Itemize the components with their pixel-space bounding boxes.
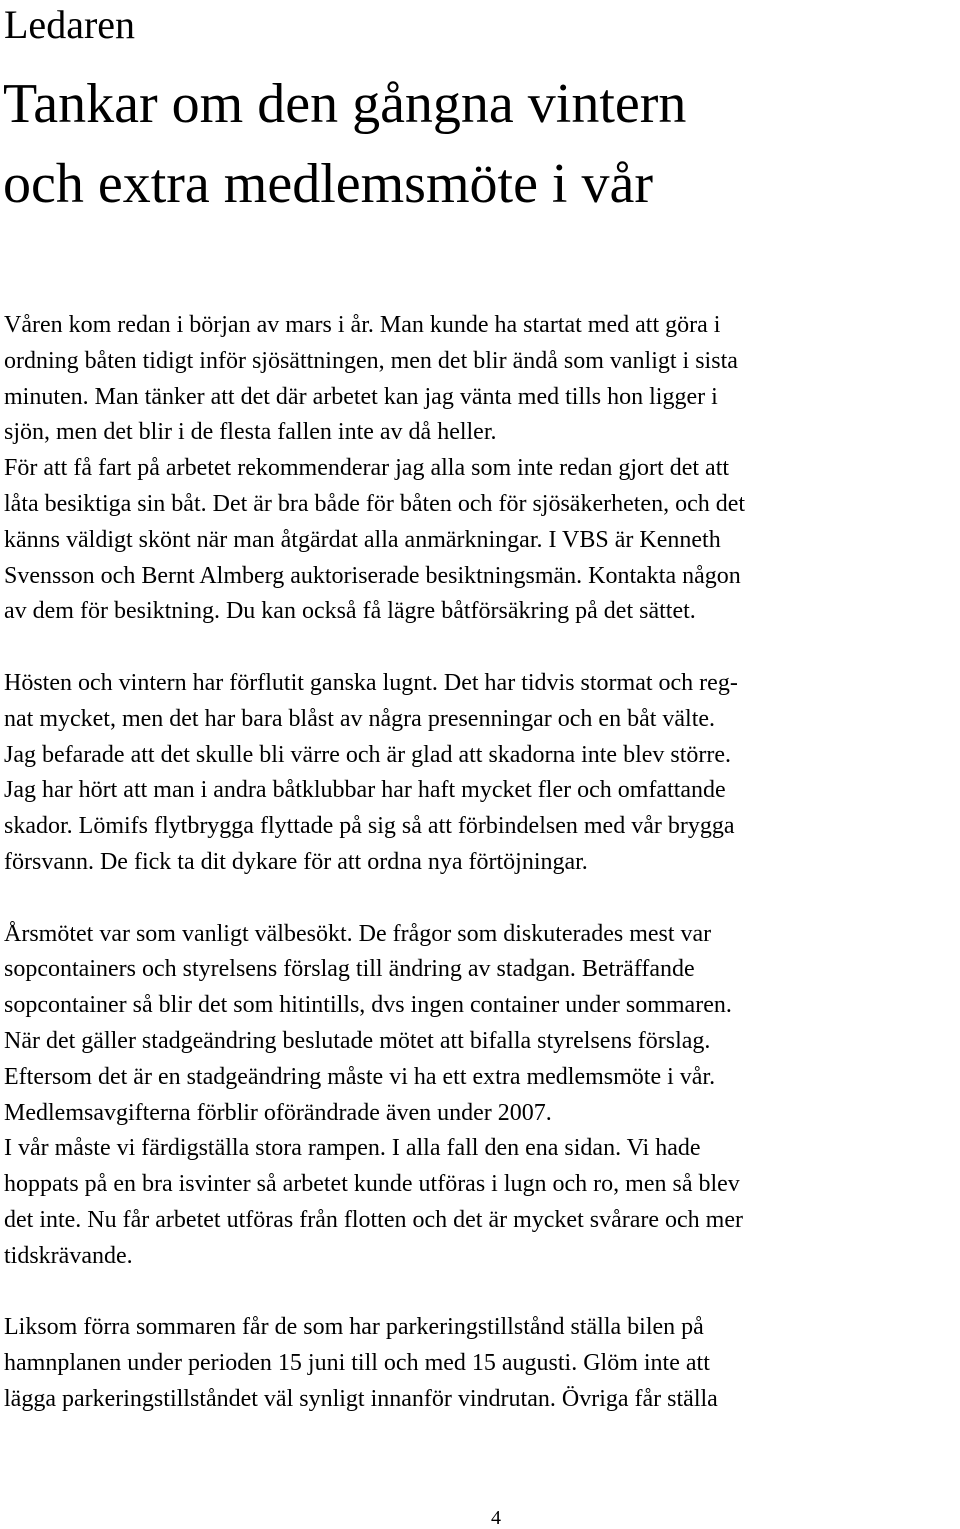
headline-line: och extra medlemsmöte i vår <box>3 153 653 215</box>
headline-line: Tankar om den gångna vintern <box>3 73 687 135</box>
text-line: När det gäller stadgeändring beslutade mötet att bifalla styrelsens förslag. <box>4 1027 711 1054</box>
paragraph-gap <box>4 881 960 917</box>
text-line: I vår måste vi färdigställa stora rampen. I alla fall den ena sidan. Vi hade <box>4 1135 701 1162</box>
text-line: Eftersom det är en stadgeändring måste vi ha ett extra medlemsmöte i vår. <box>4 1063 716 1090</box>
text-line: känns väldigt skönt när man åtgärdat alla anmärkningar. I VBS är Kenneth <box>4 526 721 553</box>
section-label: Ledaren <box>4 2 136 47</box>
text-line: det inte. Nu får arbetet utföras från flotten och det är mycket svårare och mer <box>4 1206 743 1233</box>
text-line: För att få fart på arbetet rekommenderar jag alla som inte redan gjort det att <box>4 455 730 482</box>
page-number: 4 <box>491 1507 501 1529</box>
text-line: ordning båten tidigt inför sjösättningen, men det blir ändå som vanligt i sista <box>4 347 738 374</box>
text-line: minuten. Man tänker att det där arbetet kan jag vänta med tills hon ligger i <box>4 383 718 410</box>
paragraph-gap <box>4 630 960 666</box>
paragraph-annual-meeting <box>4 917 960 1275</box>
text-line: av dem för besiktning. Du kan också få lägre båtförsäkring på det sättet. <box>4 598 696 625</box>
paragraph-parking <box>4 1310 960 1417</box>
text-line: Hösten och vintern har förflutit ganska lugnt. Det har tidvis stormat och reg- <box>4 669 738 696</box>
paragraph-winter <box>4 666 960 881</box>
paragraph-gap <box>4 1275 960 1311</box>
paragraph-spring <box>4 308 960 630</box>
text-line: sopcontainer så blir det som hitintills, dvs ingen container under sommaren. <box>4 992 732 1019</box>
text-line: tidskrävande. <box>4 1242 133 1269</box>
text-line: sopcontainers och styrelsens förslag till ändring av stadgan. Beträffande <box>4 956 695 983</box>
article-body <box>4 308 960 1418</box>
text-line: Jag har hört att man i andra båtklubbar har haft mycket fler och omfattande <box>4 777 726 804</box>
text-line: skador. Lömifs flytbrygga flyttade på sig så att förbindelsen med vår brygga <box>4 813 735 840</box>
text-line: nat mycket, men det har bara blåst av några presenningar och en båt välte. <box>4 705 716 732</box>
text-line: Våren kom redan i början av mars i år. Man kunde ha startat med att göra i <box>4 312 721 338</box>
text-line: Årsmötet var som vanligt välbesökt. De frågor som diskuterades mest var <box>4 920 712 947</box>
text-line: lägga parkeringstillståndet väl synligt innanför vindrutan. Övriga får ställa <box>4 1385 718 1412</box>
text-line: sjön, men det blir i de flesta fallen inte av då heller. <box>4 419 497 446</box>
text-line: Svensson och Bernt Almberg auktoriserade besiktningsmän. Kontakta någon <box>4 562 741 589</box>
text-line: Medlemsavgifterna förblir oförändrade även under 2007. <box>4 1099 552 1126</box>
text-line: Liksom förra sommaren får de som har parkeringstillstånd ställa bilen på <box>4 1314 704 1341</box>
text-line: försvann. De fick ta dit dykare för att ordna nya förtöjningar. <box>4 848 588 875</box>
text-line: hamnplanen under perioden 15 juni till och med 15 augusti. Glöm inte att <box>4 1350 710 1377</box>
text-line: Jag befarade att det skulle bli värre och är glad att skadorna inte blev större. <box>4 741 732 768</box>
headline <box>3 64 686 224</box>
text-line: låta besiktiga sin båt. Det är bra både för båten och för sjösäkerheten, och det <box>4 490 746 517</box>
text-line: hoppats på en bra isvinter så arbetet kunde utföras i lugn och ro, men så blev <box>4 1171 740 1198</box>
